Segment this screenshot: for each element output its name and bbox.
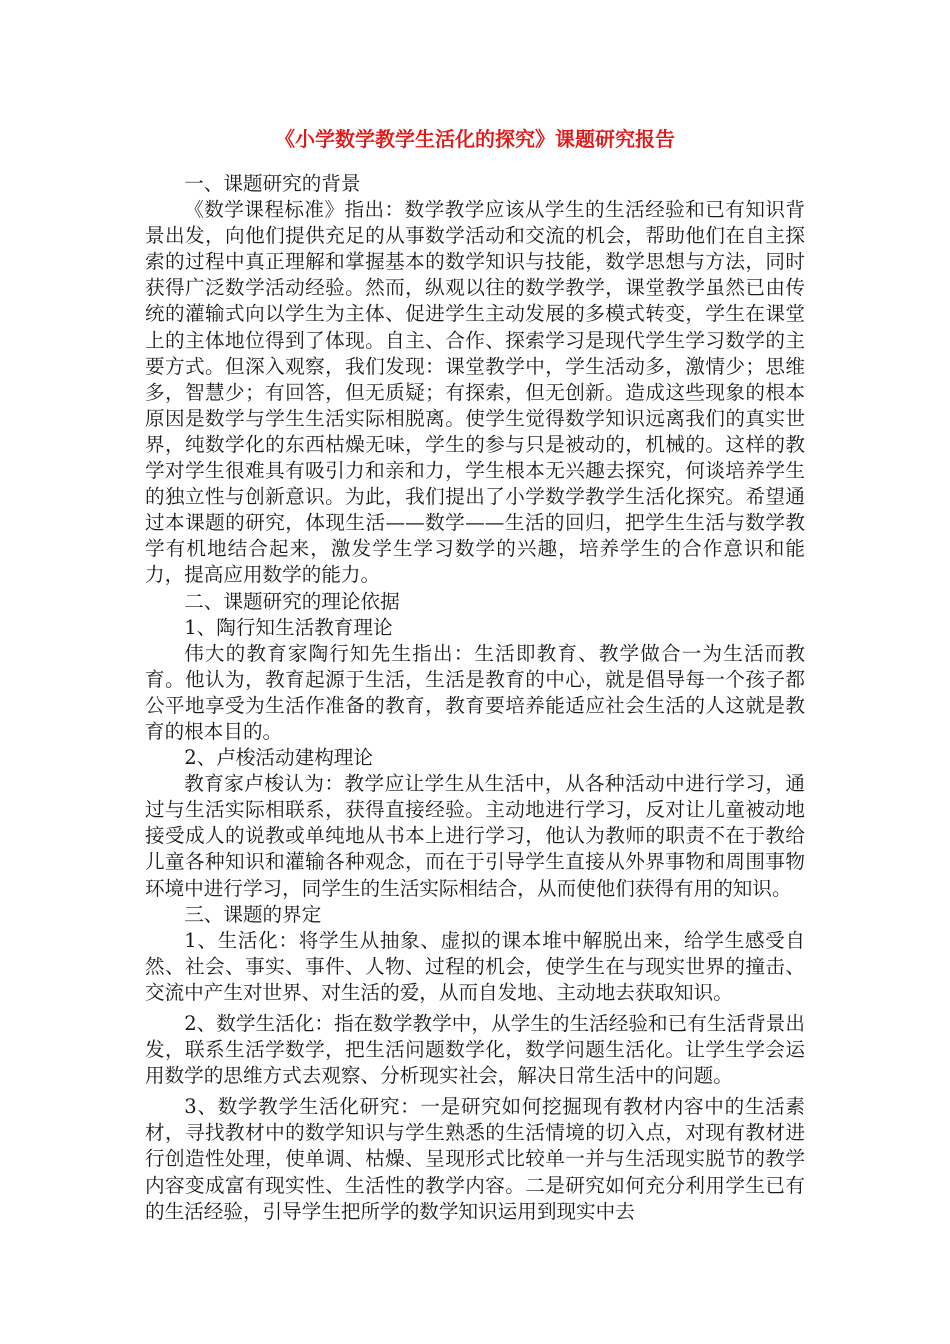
section-heading-background: 一、课题研究的背景: [184, 172, 361, 195]
paragraph-rousseau: 教育家卢梭认为：教学应让学生从生活中，从各种活动中进行学习，通过与生活实际相联系，获得直接经验。主动地进行学习，反对让儿童被动地接受成人的说教或单纯地从书本上进行学习，他认为教师的职责不在于教给儿童各种知识和灌输各种观念，而在于引导学生直接从外界事物和周围事物环境中进行学习，同学生的生活实际相结合，从而使他们获得有用的知识。: [145, 772, 805, 900]
section-heading-theory: 二、课题研究的理论依据: [184, 589, 400, 613]
subheading-tao-xingzhi: 1、陶行知生活教育理论: [184, 615, 393, 639]
paragraph-tao-xingzhi: 伟大的教育家陶行知先生指出：生活即教育、教学做合一为生活而教育。他认为，教育起源于生活，生活是教育的中心，就是倡导每一个孩子都公平地享受为生活作准备的教育，教育要培养能适应社会生活的人这就是教育的根本目的。: [145, 641, 805, 743]
paragraph-background: 《数学课程标准》指出：数学教学应该从学生的生活经验和已有知识背景出发，向他们提供充足的从事数学活动和交流的机会，帮助他们在自主探索的过程中真正理解和掌握基本的数学知识与技能，数学思想与方法，同时获得广泛数学活动经验。然而，纵观以往的数学教学，课堂教学虽然已由传统的灌输式向以学生为主体、促进学生主动发展的多模式转变，学生在课堂上的主体地位得到了体现。自主、合作、探索学习是现代学生学习数学的主要方式。但深入观察，我们发现：课堂教学中，学生活动多，激情少；思维多，智慧少；有回答，但无质疑；有探索，但无创新。造成这些现象的根本原因是数学与学生生活实际相脱离。使学生觉得数学知识远离我们的真实世界，纯数学化的东西枯燥无味，学生的参与只是被动的，机械的。这样的教学对学生很难具有吸引力和亲和力，学生根本无兴趣去探究，何谈培养学生的独立性与创新意识。为此，我们提出了小学数学教学生活化探究。希望通过本课题的研究，体现生活——数学——生活的回归，把学生生活与数学教学有机地结合起来，激发学生学习数学的兴趣，培养学生的合作意识和能力，提高应用数学的能力。: [145, 198, 805, 587]
document-title: 《小学数学教学生活化的探究》课题研究报告: [275, 127, 675, 151]
document-body: [145, 171, 805, 1225]
definition-item-2: 2、数学生活化：指在数学教学中，从学生的生活经验和已有生活背景出发，联系生活学数学，把生活问题数学化，数学问题生活化。让学生学会运用数学的思维方式去观察、分析现实社会，解决日常生活中的问题。: [145, 1012, 805, 1088]
definition-item-3: 3、数学教学生活化研究：一是研究如何挖掘现有教材内容中的生活素材，寻找教材中的数学知识与学生熟悉的生活情境的切入点，对现有教材进行创造性处理，使单调、枯燥、呈现形式比较单一并与生活现实脱节的教学内容变成富有现实性、生活性的教学内容。二是研究如何充分利用学生已有的生活经验，引导学生把所学的数学知识运用到现实中去: [145, 1095, 805, 1223]
section-heading-definition: 三、课题的界定: [184, 902, 322, 926]
definition-item-1: 1、生活化：将学生从抽象、虚拟的课本堆中解脱出来，给学生感受自然、社会、事实、事件、人物、过程的机会，使学生在与现实世界的撞击、交流中产生对世界、对生活的爱，从而自发地、主动地去获取知识。: [145, 928, 805, 1004]
subheading-rousseau: 2、卢梭活动建构理论: [184, 746, 373, 770]
